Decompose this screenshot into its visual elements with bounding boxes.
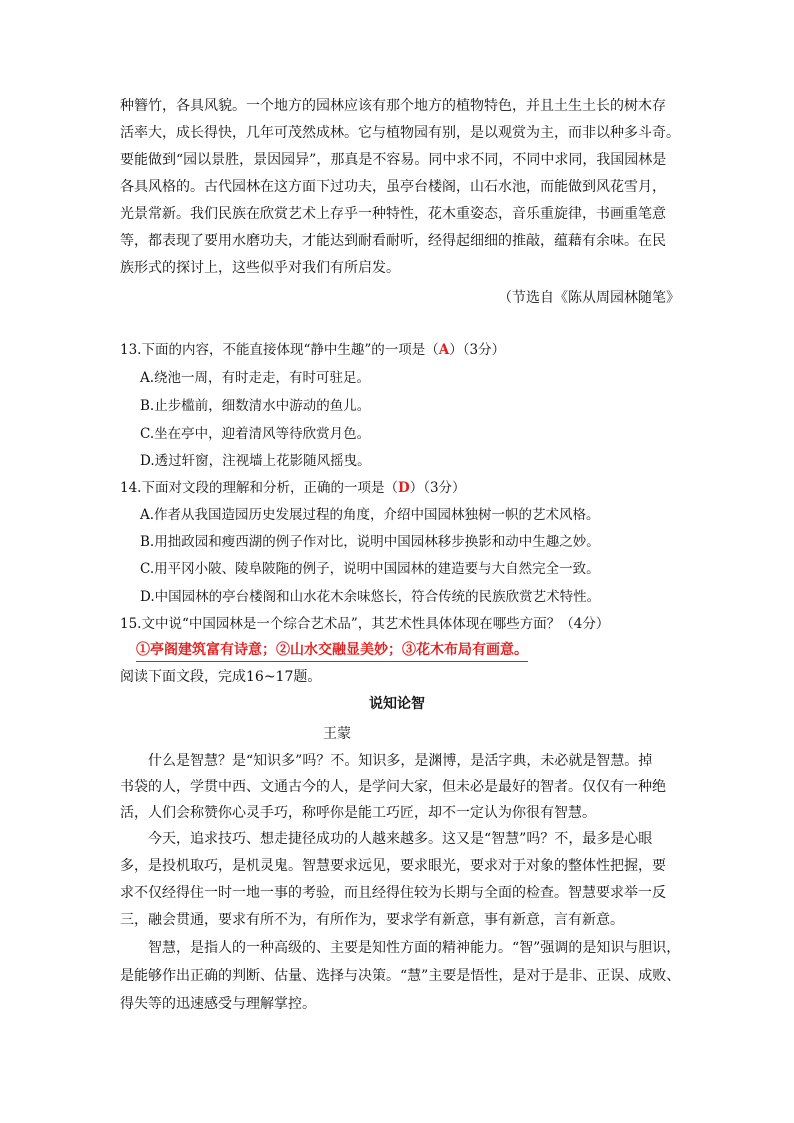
essay2-line: 书袋的人，学贯中西、文通古今的人，是学问大家，但未必是最好的智者。仅仅有一种绝 [120, 779, 666, 795]
essay1-line: 种簪竹，各具风貌。一个地方的园林应该有那个地方的植物特色，并且土生土长的树木存 [120, 98, 666, 114]
question-15-stem: 15.文中说“中国园林是一个综合艺术品”，其艺术性具体体现在哪些方面？（4分） [120, 616, 610, 632]
option-c: C.用平冈小陂、陵阜陂陁的例子，说明中国园林的建造要与大自然完全一致。 [140, 561, 600, 577]
essay2-line: 今天，追求技巧、想走捷径成功的人越来越多。这又是“智慧”吗？不，最多是心眼 [148, 831, 653, 847]
essay2-line: 多，是投机取巧，是机灵鬼。智慧要求远见，要求眼光，要求对于对象的整体性把握，要 [120, 858, 666, 874]
essay1-line: 各具风格的。古代园林在这方面下过功夫，虽亭台楼阁，山石水池，而能做到风花雪月， [120, 179, 666, 195]
essay2-line: 智慧，是指人的一种高级的、主要是知性方面的精神能力。“智”强调的是知识与胆识， [148, 940, 681, 956]
essay1-source: （节选自《陈从周园林随笔》 [498, 290, 680, 306]
essay1-line: 等，都表现了要用水磨功夫，才能达到耐看耐听，经得起细细的推敲，蕴藉有余味。在民 [120, 233, 666, 249]
essay1-line: 活率大，成长得快，几年可茂然成林。它与植物园有别，是以观赏为主，而非以种多斗奇。 [120, 125, 680, 141]
essay2-line: 是能够作出正确的判断、估量、选择与决策。“慧”主要是悟性，是对于是非、正误、成败、 [120, 968, 681, 984]
essay1-line: 要能做到“园以景胜，景因园异”，那真是不容易。同中求不同，不同中求同，我国园林是 [120, 152, 667, 168]
reading-instruction: 阅读下面文段，完成16~17题。 [120, 669, 322, 685]
option-d: D.透过轩窗，注视墙上花影随风摇曳。 [140, 453, 371, 469]
essay2-author: 王蒙 [323, 726, 351, 742]
question-stem-text: ）（3分） [409, 480, 466, 496]
answer-mark: A [438, 342, 450, 358]
essay2-line: 三，融会贯通，要求有所不为，有所作为，要求学有新意，事有新意，言有新意。 [120, 912, 624, 928]
question-stem-text: ）（3分） [449, 342, 506, 358]
essay1-line: 光景常新。我们民族在欣赏艺术上存乎一种特性，花木重姿态，音乐重旋律，书画重笔意 [120, 206, 666, 222]
question-stem-text: 13.下面的内容，不能直接体现“静中生趣”的一项是（ [120, 342, 439, 358]
option-b: B.用拙政园和瘦西湖的例子作对比，说明中国园林移步换影和动中生趣之妙。 [140, 534, 600, 550]
essay2-line: 什么是智慧？是“知识多”吗？不。知识多，是渊博，是活字典，未必就是智慧。掉 [148, 753, 653, 769]
essay1-line: 族形式的探讨上，这些似乎对我们有所启发。 [120, 260, 400, 276]
question-15-answer: ①亭阁建筑富有诗意；②山水交融显美妙；③花木布局有画意。 [136, 640, 528, 662]
essay2-title: 说知论智 [369, 696, 425, 712]
question-14-stem [120, 478, 466, 498]
option-a: A.绕池一周，有时走走，有时可驻足。 [140, 370, 371, 386]
essay2-line: 活，人们会称赞你心灵手巧，称呼你是能工巧匠，却不一定认为你很有智慧。 [120, 805, 596, 821]
option-c: C.坐在亭中，迎着清风等待欣赏月色。 [140, 426, 371, 442]
essay2-line: 得失等的迅速感受与理解掌控。 [120, 996, 316, 1012]
question-stem-text: 14.下面对文段的理解和分析，正确的一项是（ [120, 480, 398, 496]
essay2-line: 求不仅经得住一时一地一事的考验，而且经得住较为长期与全面的检查。智慧要求举一反 [120, 885, 666, 901]
option-b: B.止步槛前，细数清水中游动的鱼儿。 [140, 398, 371, 414]
option-d: D.中国园林的亭台楼阁和山水花木余味悠长，符合传统的民族欣赏艺术特性。 [140, 589, 601, 605]
option-a: A.作者从我国造园历史发展过程的角度，介绍中国园林独树一帜的艺术风格。 [140, 507, 600, 523]
answer-mark: D [397, 480, 410, 496]
question-13-stem [120, 340, 505, 360]
